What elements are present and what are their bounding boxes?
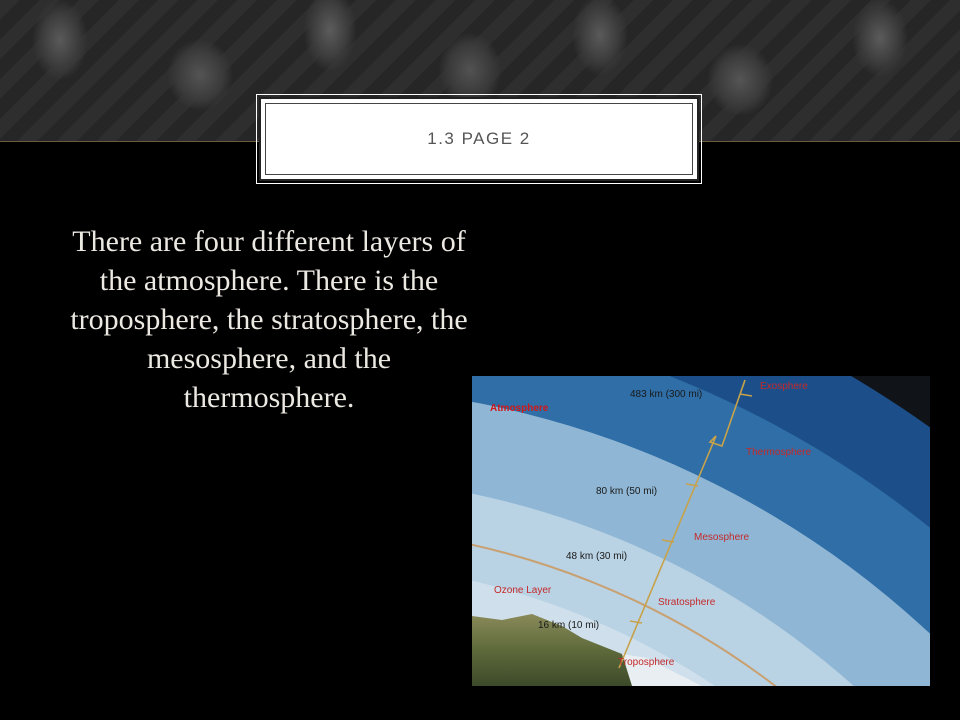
- ozone-label: Ozone Layer: [494, 585, 552, 596]
- slide-title: 1.3 PAGE 2: [427, 129, 531, 148]
- slide-body-text: There are four different layers of the atmosphere. There is the troposphere, the stratosphere, the mesosphere, and the thermosphere.: [70, 225, 468, 414]
- layer-label-thermosphere: Thermosphere: [746, 447, 812, 458]
- atmosphere-diagram: [472, 376, 930, 686]
- atmosphere-diagram-svg: [472, 376, 930, 686]
- diagram-heading: Atmosphere: [490, 403, 549, 414]
- altitude-label-483: 483 km (300 mi): [630, 389, 703, 400]
- altitude-label-48: 48 km (30 mi): [566, 551, 628, 562]
- altitude-label-16: 16 km (10 mi): [538, 620, 600, 631]
- layer-label-exosphere: Exosphere: [760, 381, 808, 392]
- altitude-label-80: 80 km (50 mi): [596, 486, 658, 497]
- layer-label-stratosphere: Stratosphere: [658, 597, 716, 608]
- slide-title-box: [259, 97, 699, 181]
- layer-label-troposphere: Troposphere: [618, 657, 675, 668]
- layer-label-mesosphere: Mesosphere: [694, 532, 750, 543]
